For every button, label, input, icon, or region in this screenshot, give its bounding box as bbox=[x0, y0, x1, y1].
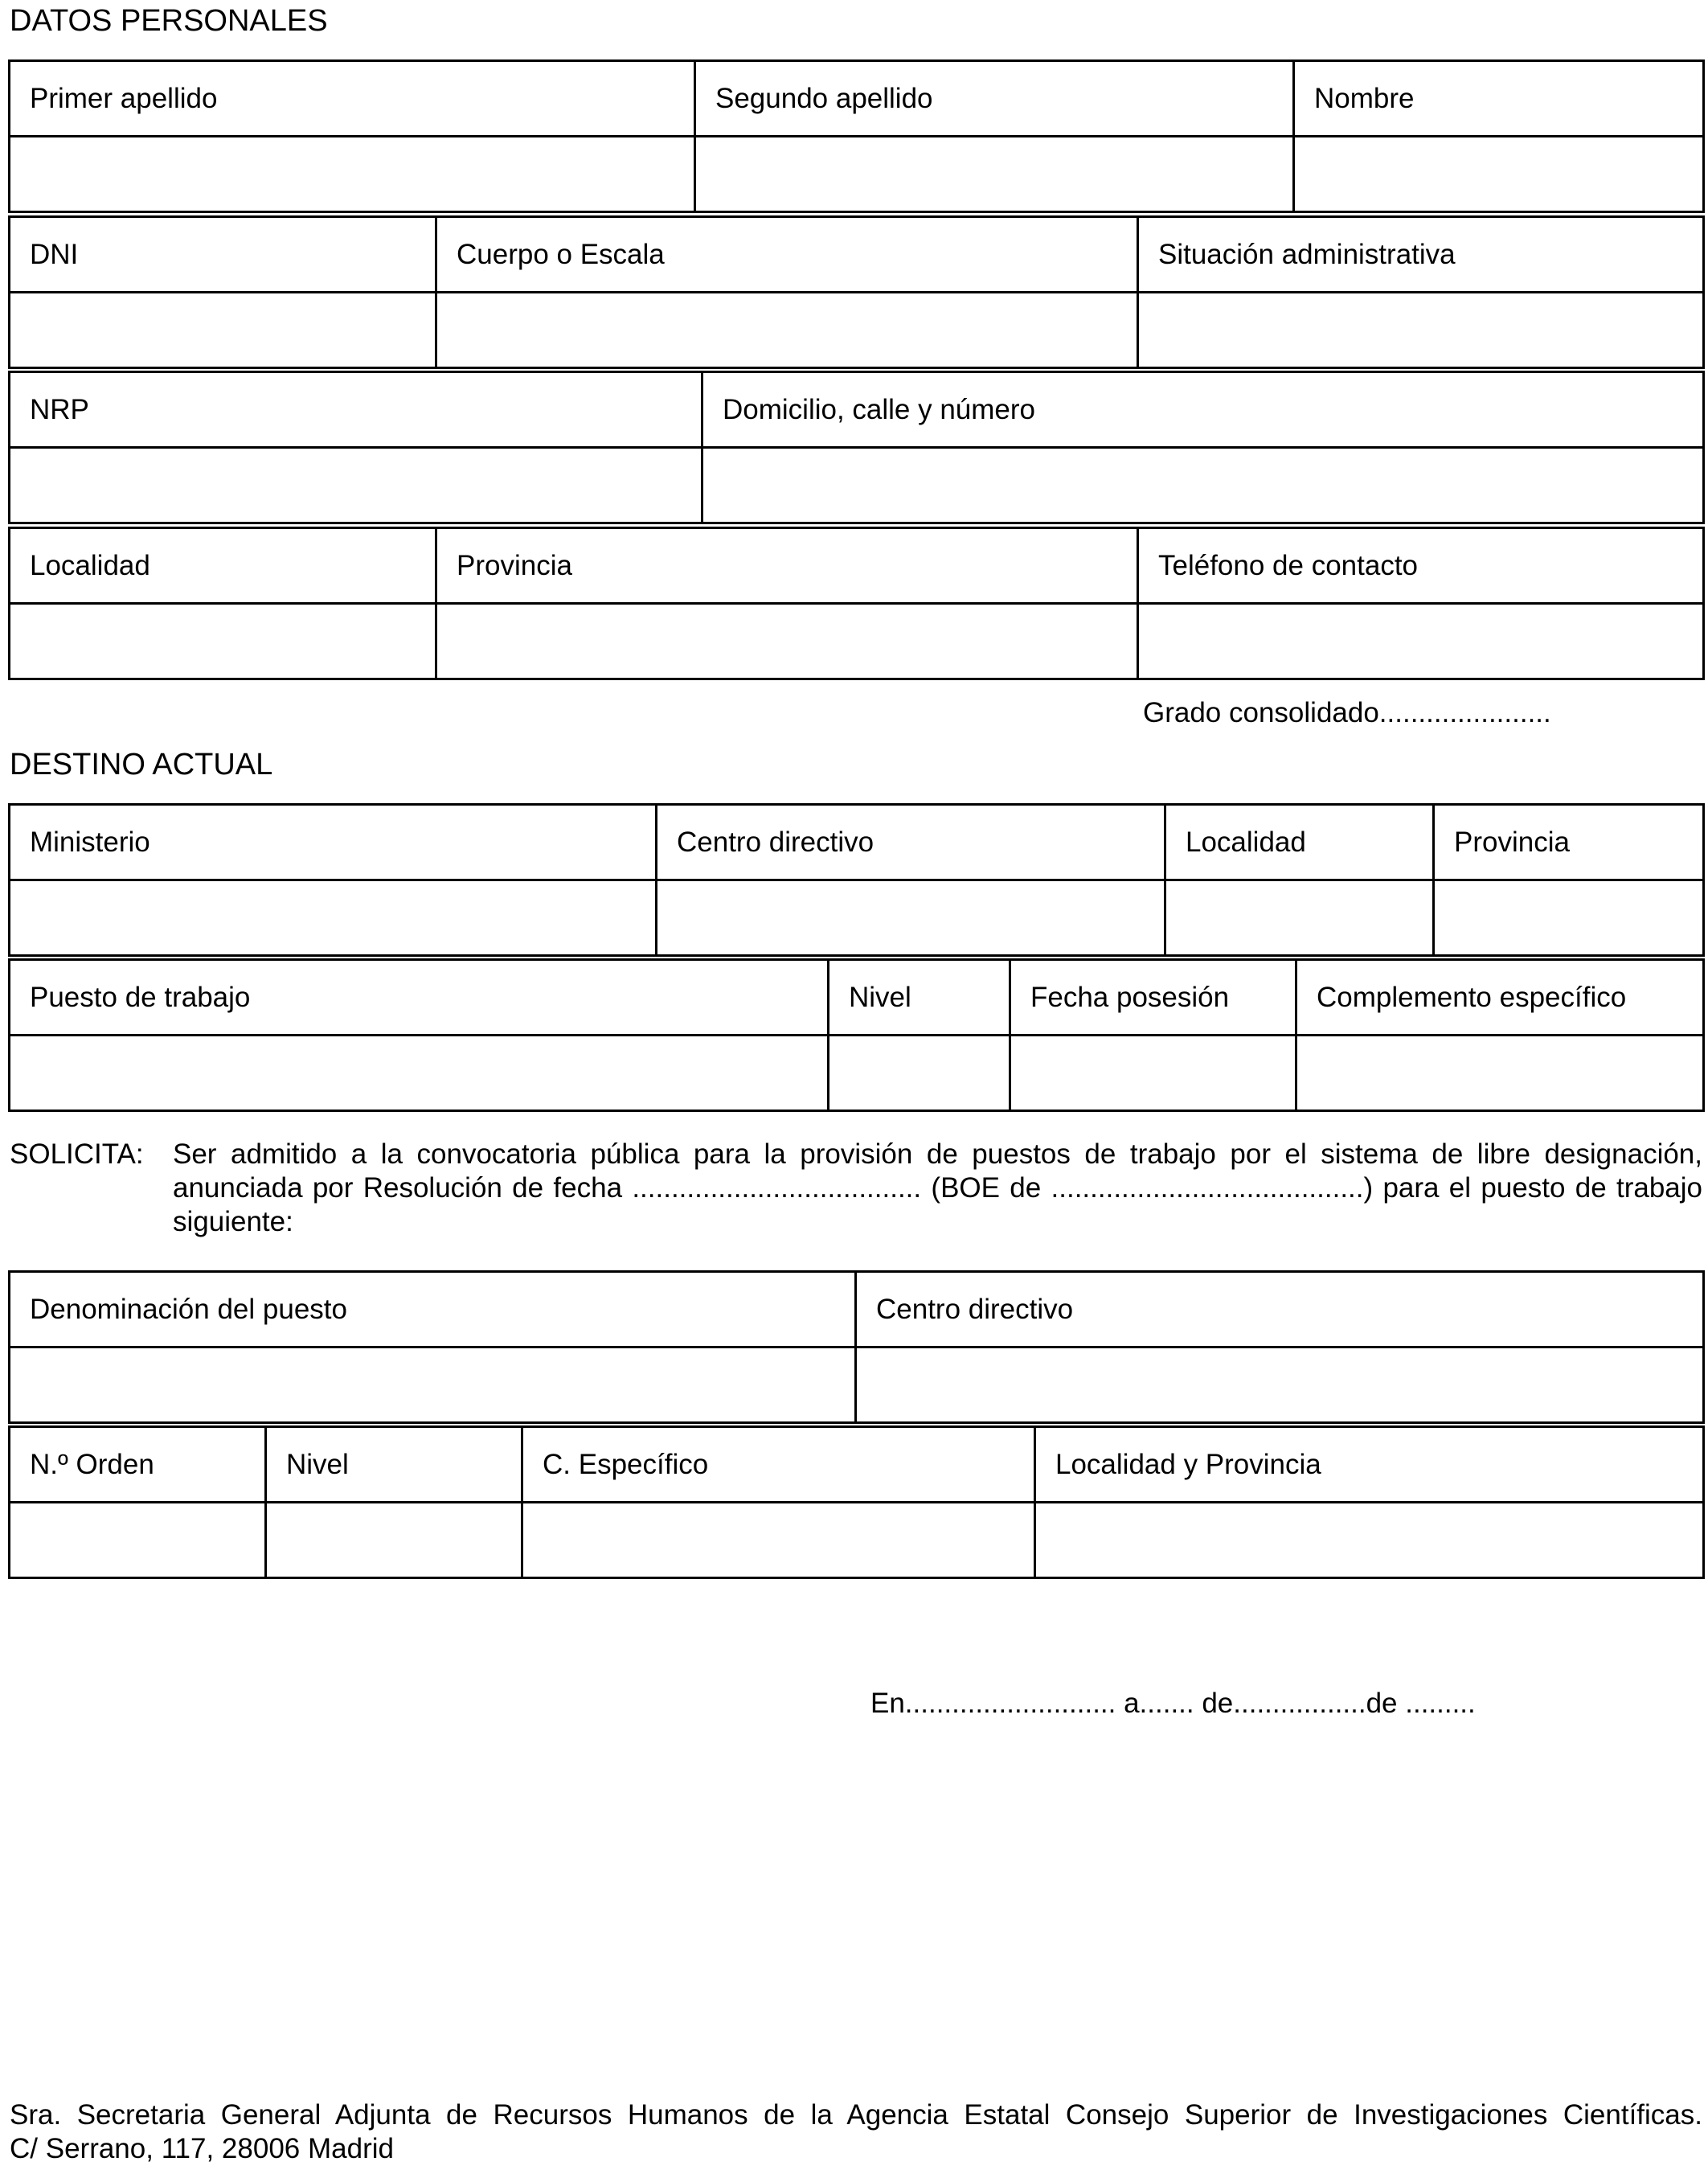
field-primer-apellido[interactable] bbox=[10, 137, 695, 212]
field-localidad-provincia[interactable] bbox=[1035, 1503, 1704, 1578]
field-dni[interactable] bbox=[10, 293, 436, 368]
label-nombre: Nombre bbox=[1294, 61, 1704, 137]
field-denominacion-puesto[interactable] bbox=[10, 1347, 856, 1423]
puesto-solicitado-table-2 bbox=[8, 1425, 1705, 1579]
label-primer-apellido: Primer apellido bbox=[10, 61, 695, 137]
field-segundo-apellido[interactable] bbox=[695, 137, 1294, 212]
label-centro-directivo: Centro directivo bbox=[657, 805, 1165, 880]
field-c-especifico[interactable] bbox=[522, 1503, 1035, 1578]
label-segundo-apellido: Segundo apellido bbox=[695, 61, 1294, 137]
field-nrp[interactable] bbox=[10, 448, 702, 523]
datos-personales-table-4 bbox=[8, 527, 1705, 680]
field-numero-orden[interactable] bbox=[10, 1503, 266, 1578]
field-provincia-destino[interactable] bbox=[1434, 880, 1704, 956]
field-cuerpo-escala[interactable] bbox=[436, 293, 1138, 368]
field-localidad[interactable] bbox=[10, 604, 436, 679]
label-telefono: Teléfono de contacto bbox=[1138, 528, 1704, 604]
field-centro-directivo-solicitado[interactable] bbox=[856, 1347, 1704, 1423]
label-nivel-destino: Nivel bbox=[829, 960, 1010, 1036]
destino-actual-table-1 bbox=[8, 803, 1705, 957]
label-numero-orden: N.º Orden bbox=[10, 1427, 266, 1503]
label-puesto-trabajo: Puesto de trabajo bbox=[10, 960, 829, 1036]
datos-personales-table-1 bbox=[8, 59, 1705, 213]
field-localidad-destino[interactable] bbox=[1165, 880, 1434, 956]
field-ministerio[interactable] bbox=[10, 880, 657, 956]
solicita-label: SOLICITA: bbox=[10, 1138, 144, 1170]
label-c-especifico: C. Específico bbox=[522, 1427, 1035, 1503]
field-complemento-especifico[interactable] bbox=[1296, 1036, 1704, 1111]
label-denominacion-puesto: Denominación del puesto bbox=[10, 1272, 856, 1347]
field-fecha-posesion[interactable] bbox=[1010, 1036, 1296, 1111]
label-domicilio: Domicilio, calle y número bbox=[702, 372, 1704, 448]
section-title-datos-personales: DATOS PERSONALES bbox=[10, 4, 328, 38]
label-fecha-posesion: Fecha posesión bbox=[1010, 960, 1296, 1036]
field-nivel-destino[interactable] bbox=[829, 1036, 1010, 1111]
destinatario-line-1: Sra. Secretaria General Adjunta de Recursos Humanos de la Agencia Estatal Consejo Superior de Investigaciones Científicas. bbox=[10, 2099, 1702, 2131]
datos-personales-table-2 bbox=[8, 215, 1705, 369]
label-situacion-administrativa: Situación administrativa bbox=[1138, 217, 1704, 293]
puesto-solicitado-table-1 bbox=[8, 1270, 1705, 1424]
label-complemento-especifico: Complemento específico bbox=[1296, 960, 1704, 1036]
field-nivel-solicitado[interactable] bbox=[266, 1503, 522, 1578]
destinatario-line-2: C/ Serrano, 117, 28006 Madrid bbox=[10, 2133, 394, 2164]
field-puesto-trabajo[interactable] bbox=[10, 1036, 829, 1111]
field-centro-directivo[interactable] bbox=[657, 880, 1165, 956]
field-telefono[interactable] bbox=[1138, 604, 1704, 679]
grado-consolidado: Grado consolidado...................... bbox=[1143, 697, 1551, 728]
field-nombre[interactable] bbox=[1294, 137, 1704, 212]
field-situacion-administrativa[interactable] bbox=[1138, 293, 1704, 368]
field-domicilio[interactable] bbox=[702, 448, 1704, 523]
label-dni: DNI bbox=[10, 217, 436, 293]
label-localidad: Localidad bbox=[10, 528, 436, 604]
section-title-destino-actual: DESTINO ACTUAL bbox=[10, 748, 273, 781]
fecha-lugar-line: En........................... a....... de.................de ......... bbox=[870, 1688, 1476, 1719]
datos-personales-table-3 bbox=[8, 371, 1705, 524]
label-provincia-destino: Provincia bbox=[1434, 805, 1704, 880]
label-centro-directivo-solicitado: Centro directivo bbox=[856, 1272, 1704, 1347]
label-cuerpo-escala: Cuerpo o Escala bbox=[436, 217, 1138, 293]
label-provincia: Provincia bbox=[436, 528, 1138, 604]
field-provincia[interactable] bbox=[436, 604, 1138, 679]
label-localidad-provincia: Localidad y Provincia bbox=[1035, 1427, 1704, 1503]
label-ministerio: Ministerio bbox=[10, 805, 657, 880]
destino-actual-table-2 bbox=[8, 958, 1705, 1112]
solicita-paragraph bbox=[10, 1138, 1702, 1239]
solicita-text: Ser admitido a la convocatoria pública para la provisión de puestos de trabajo por el sistema de libre designación, anunciada por Resolución de fecha ..................................... (BOE de ........................................) para el puesto de trabajo siguiente: bbox=[173, 1138, 1702, 1237]
label-localidad-destino: Localidad bbox=[1165, 805, 1434, 880]
label-nrp: NRP bbox=[10, 372, 702, 448]
label-nivel-solicitado: Nivel bbox=[266, 1427, 522, 1503]
